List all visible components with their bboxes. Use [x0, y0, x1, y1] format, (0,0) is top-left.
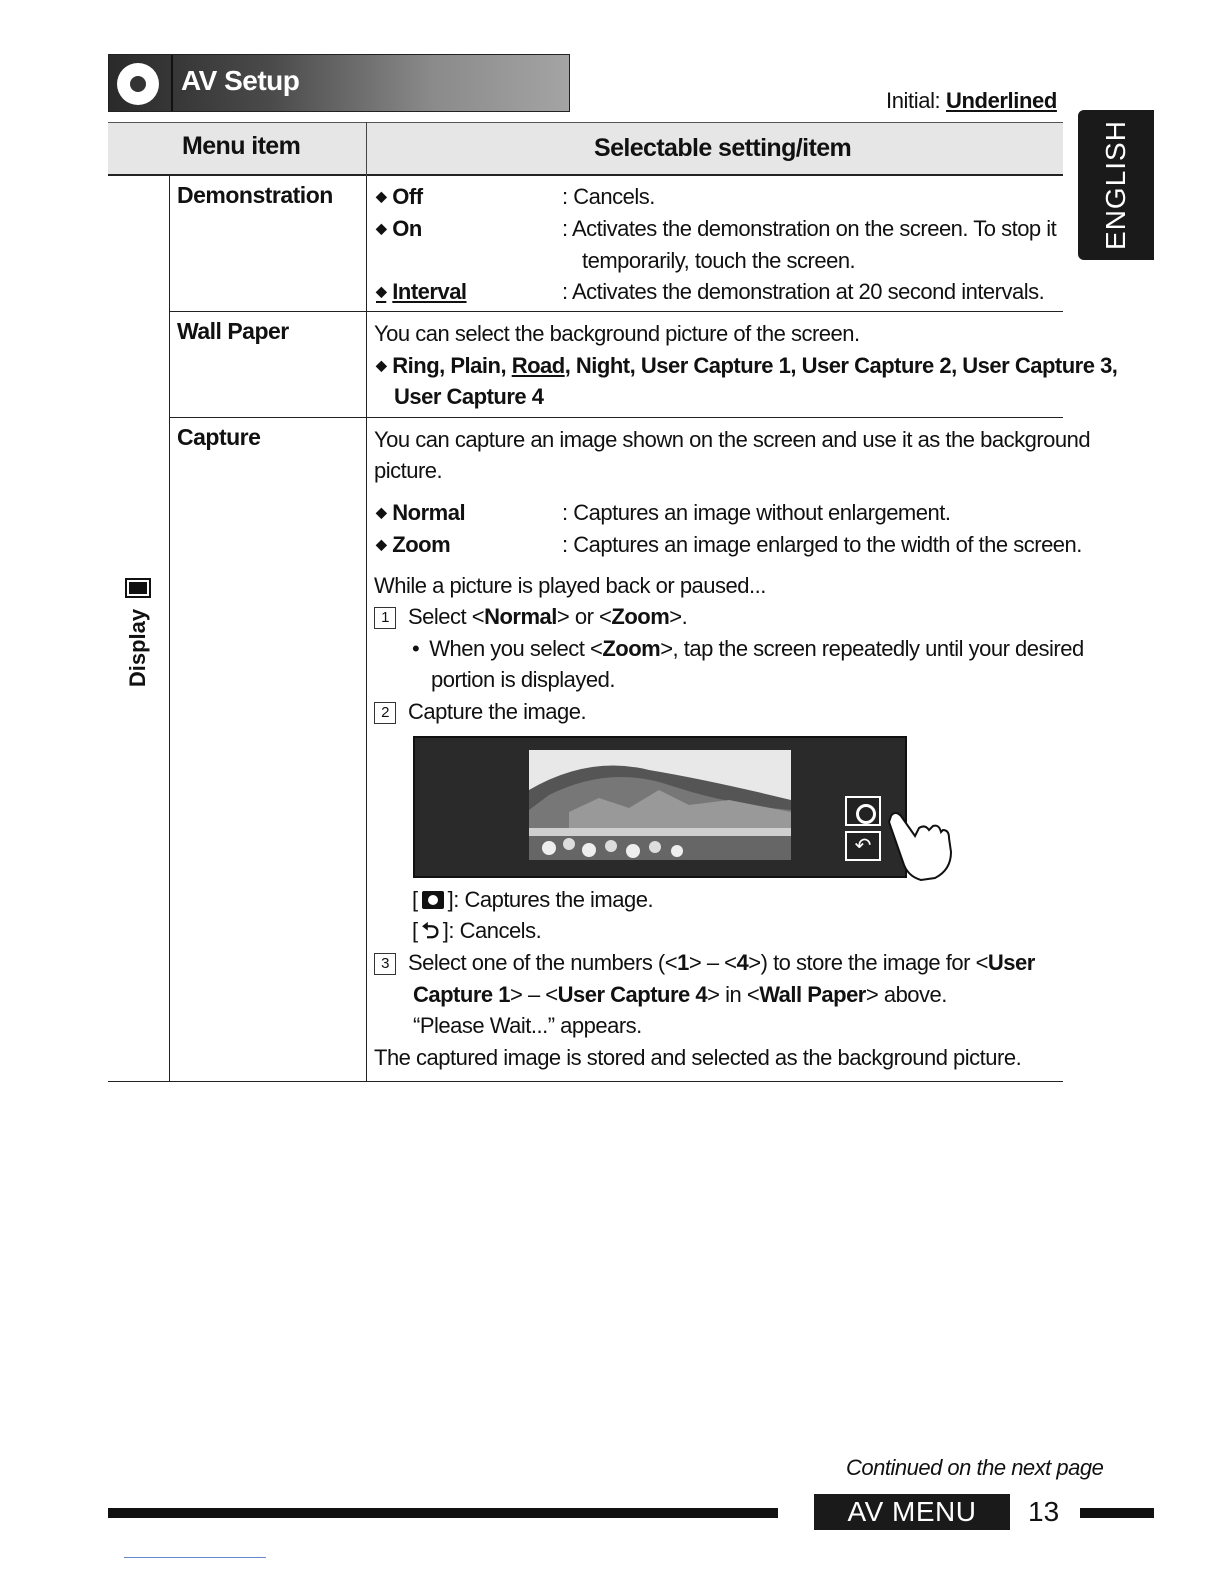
- option-interval-desc: : Activates the demonstration at 20 second intervals.: [562, 279, 1045, 304]
- camera-icon: [422, 891, 444, 909]
- menu-item-wall-paper: Wall Paper: [177, 318, 289, 344]
- capture-desc-cont: picture.: [374, 458, 443, 483]
- capture-step-3-cont: Capture 1> – <User Capture 4> in <Wall Paper> above.: [413, 982, 947, 1007]
- footer-bar: [108, 1508, 778, 1518]
- option-normal-desc: : Captures an image without enlargement.: [562, 500, 951, 525]
- capture-step-3: 3 Select one of the numbers (<1> – <4>) to store the image for <User: [374, 947, 1035, 978]
- gear-icon: [117, 63, 159, 105]
- footer-menu-label: AV MENU: [814, 1494, 1010, 1530]
- language-tab-label: ENGLISH: [1100, 120, 1131, 250]
- option-normal: ◆ Normal: [376, 497, 465, 531]
- table-header-divider: [366, 122, 367, 176]
- av-setup-header: [108, 54, 570, 112]
- display-icon: [125, 578, 151, 598]
- option-zoom-desc: : Captures an image enlarged to the width of the screen.: [562, 532, 1082, 557]
- back-arrow-icon: ⮌: [421, 918, 439, 943]
- option-interval: ◆ Interval: [376, 276, 467, 310]
- page-title: AV Setup: [181, 65, 300, 96]
- continued-note: Continued on the next page: [846, 1455, 1104, 1480]
- page-number: 13: [1028, 1496, 1060, 1527]
- option-on-desc: : Activates the demonstration on the screen. To stop it: [562, 216, 1057, 241]
- initial-value: Underlined: [946, 88, 1057, 113]
- language-tab: [1078, 110, 1154, 260]
- cancel-button[interactable]: ↶: [845, 831, 881, 861]
- header-divider: [171, 55, 173, 111]
- capture-stored-note: The captured image is stored and selected as the background picture.: [374, 1045, 1022, 1070]
- footer-bar-right: [1080, 1508, 1154, 1518]
- wallpaper-options-cont: User Capture 4: [394, 384, 544, 409]
- option-off-desc: : Cancels.: [562, 184, 655, 209]
- initial-label: Initial:: [886, 88, 941, 113]
- column-header-setting: Selectable setting/item: [594, 134, 852, 162]
- scan-artifact-line: [124, 1557, 266, 1558]
- capture-while: While a picture is played back or paused...: [374, 573, 766, 598]
- option-off: ◆ Off: [376, 181, 423, 215]
- capture-step-1: 1 Select <Normal> or <Zoom>.: [374, 601, 687, 632]
- landscape-picture: [529, 750, 791, 860]
- row-divider: [169, 311, 1063, 312]
- capture-bullet: • When you select <Zoom>, tap the screen repeatedly until your desired: [412, 636, 1084, 661]
- pointing-hand-icon: [885, 808, 955, 882]
- capture-step-2: 2 Capture the image.: [374, 696, 586, 727]
- wallpaper-options: ◆ Ring, Plain, Road, Night, User Capture 1, User Capture 2, User Capture 3,: [376, 350, 1117, 384]
- capture-desc: You can capture an image shown on the screen and use it as the background: [374, 427, 1091, 452]
- camera-caption: [ ]: Captures the image.: [412, 887, 654, 912]
- table-bottom-line: [108, 1081, 1063, 1082]
- screen-illustration: [413, 736, 907, 878]
- menu-item-demonstration: Demonstration: [177, 182, 333, 208]
- capture-bullet-cont: portion is displayed.: [431, 667, 615, 692]
- menu-item-capture: Capture: [177, 424, 261, 450]
- option-on-desc-cont: temporarily, touch the screen.: [582, 248, 856, 273]
- capture-button[interactable]: [845, 796, 881, 826]
- option-zoom: ◆ Zoom: [376, 529, 450, 563]
- cancel-caption: [ ⮌ ]: Cancels.: [412, 918, 542, 943]
- initial-legend: [886, 88, 1057, 114]
- column-header-menu-item: Menu item: [182, 132, 301, 160]
- wallpaper-desc: You can select the background picture of the screen.: [374, 321, 860, 346]
- display-section-label: [112, 560, 162, 690]
- section-label: Display: [125, 608, 150, 688]
- option-on: ◆ On: [376, 213, 422, 247]
- please-wait-note: “Please Wait...” appears.: [413, 1013, 642, 1038]
- row-divider: [169, 417, 1063, 418]
